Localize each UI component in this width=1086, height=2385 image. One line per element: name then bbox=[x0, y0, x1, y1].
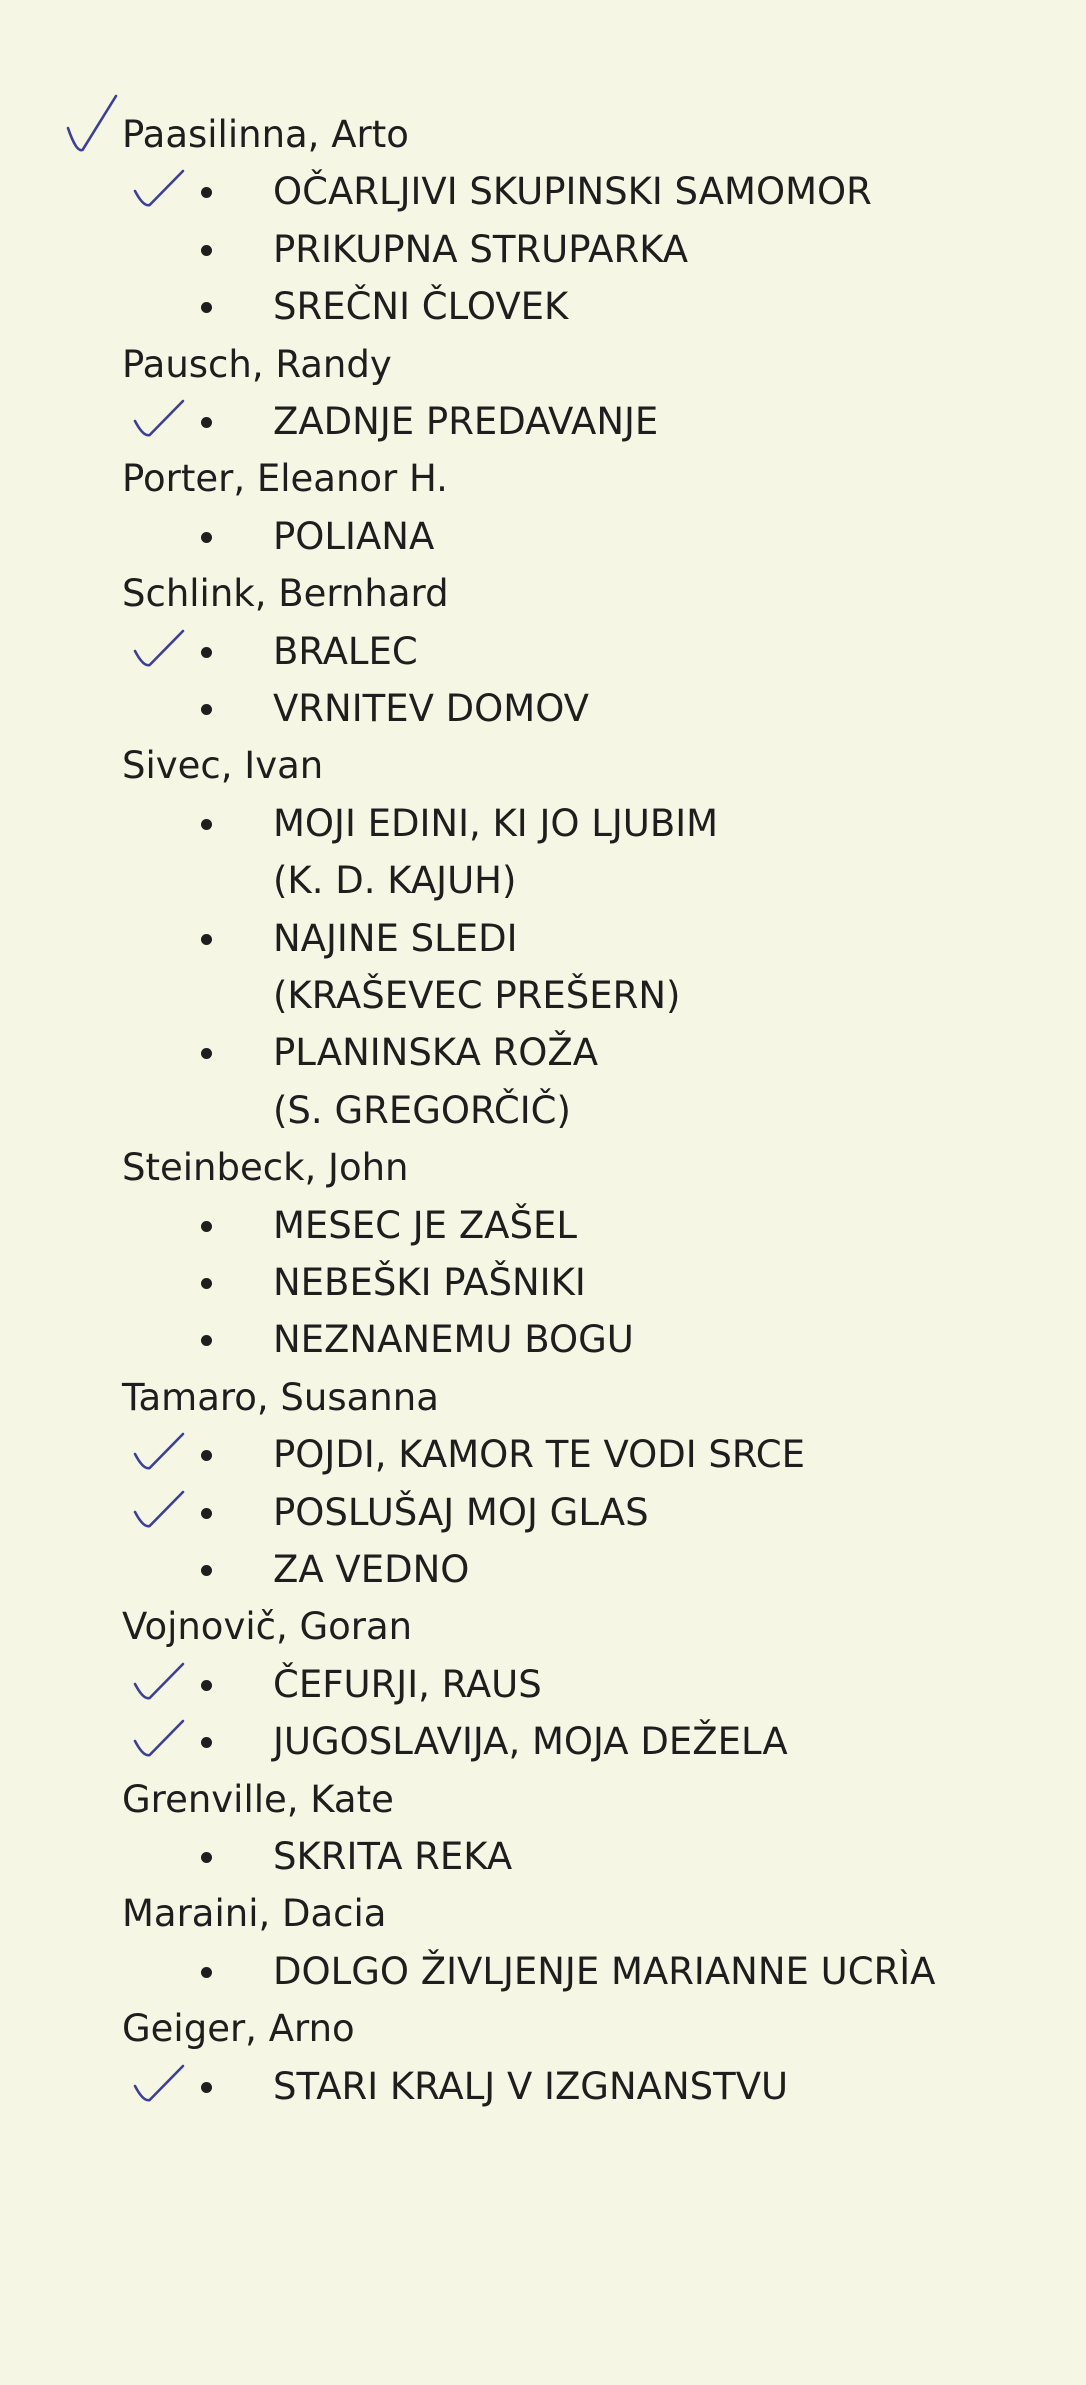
book-item bbox=[0, 795, 1086, 853]
book-item bbox=[0, 2058, 1086, 2116]
author-name bbox=[0, 2000, 1086, 2058]
book-title: POJDI, KAMOR TE VODI SRCE bbox=[273, 1433, 805, 1477]
author-name bbox=[0, 1885, 1086, 1943]
book-title: MOJI EDINI, KI JO LJUBIM bbox=[273, 801, 719, 845]
book-title: BRALEC bbox=[273, 629, 418, 673]
book-subtitle bbox=[0, 967, 1086, 1025]
book-subtitle bbox=[0, 1082, 1086, 1140]
book-item bbox=[0, 1943, 1086, 2001]
bullet-icon bbox=[201, 819, 212, 830]
checkmark-icon bbox=[133, 1490, 185, 1530]
author-name-text: Grenville, Kate bbox=[122, 1777, 394, 1821]
book-subtitle bbox=[0, 852, 1086, 910]
book-item bbox=[0, 1254, 1086, 1312]
book-title: ZADNJE PREDAVANJE bbox=[273, 400, 659, 443]
author-name-text: Steinbeck, John bbox=[122, 1146, 409, 1190]
bullet-icon bbox=[201, 417, 212, 428]
book-title: SKRITA REKA bbox=[273, 1835, 513, 1878]
bullet-icon bbox=[201, 1737, 212, 1748]
book-title: VRNITEV DOMOV bbox=[273, 687, 589, 730]
book-title: POSLUŠAJ MOJ GLAS bbox=[273, 1490, 649, 1534]
checkmark-icon bbox=[133, 1719, 185, 1759]
book-title: NEBEŠKI PAŠNIKI bbox=[273, 1261, 586, 1304]
checkmark-icon bbox=[66, 94, 118, 156]
checkmark-icon bbox=[133, 629, 185, 669]
author-name bbox=[0, 565, 1086, 623]
book-title: STARI KRALJ V IZGNANSTVU bbox=[273, 2064, 789, 2108]
author-name bbox=[0, 1139, 1086, 1197]
book-item bbox=[0, 1426, 1086, 1484]
author-name bbox=[0, 737, 1086, 795]
bullet-icon bbox=[201, 532, 212, 543]
book-item bbox=[0, 278, 1086, 336]
book-title: SREČNI ČLOVEK bbox=[273, 285, 569, 329]
author-name bbox=[0, 1369, 1086, 1427]
bullet-icon bbox=[201, 302, 212, 313]
book-item bbox=[0, 623, 1086, 681]
book-subtitle-text: (S. GREGORČIČ) bbox=[273, 1088, 571, 1132]
author-name bbox=[0, 450, 1086, 508]
book-subtitle-text: (K. D. KAJUH) bbox=[273, 859, 517, 903]
book-title: MESEC JE ZAŠEL bbox=[273, 1203, 577, 1247]
book-title: ČEFURJI, RAUS bbox=[273, 1662, 542, 1706]
bullet-icon bbox=[201, 647, 212, 658]
bullet-icon bbox=[201, 245, 212, 256]
checkmark-icon bbox=[133, 169, 185, 209]
bullet-icon bbox=[201, 704, 212, 715]
book-item bbox=[0, 1311, 1086, 1369]
author-name-text: Tamaro, Susanna bbox=[122, 1375, 439, 1419]
author-name-text: Vojnovič, Goran bbox=[122, 1605, 413, 1649]
book-item bbox=[0, 680, 1086, 738]
bullet-icon bbox=[201, 1852, 212, 1863]
book-item bbox=[0, 1024, 1086, 1082]
author-name bbox=[0, 1598, 1086, 1656]
book-item bbox=[0, 1484, 1086, 1542]
book-title: OČARLJIVI SKUPINSKI SAMOMOR bbox=[273, 170, 872, 214]
bullet-icon bbox=[201, 1680, 212, 1691]
bullet-icon bbox=[201, 934, 212, 945]
book-title: DOLGO ŽIVLJENJE MARIANNE UCRÌA bbox=[273, 1949, 936, 1993]
author-name-text: Geiger, Arno bbox=[122, 2007, 355, 2051]
author-name-text: Porter, Eleanor H. bbox=[122, 457, 448, 501]
book-title: PRIKUPNA STRUPARKA bbox=[273, 227, 689, 271]
book-item bbox=[0, 1197, 1086, 1255]
bullet-icon bbox=[201, 1048, 212, 1059]
bullet-icon bbox=[201, 1278, 212, 1289]
checkmark-icon bbox=[133, 1432, 185, 1472]
book-item bbox=[0, 163, 1086, 221]
checkmark-icon bbox=[133, 399, 185, 439]
book-item bbox=[0, 1541, 1086, 1599]
author-name-text: Sivec, Ivan bbox=[122, 744, 324, 788]
book-title: POLIANA bbox=[273, 514, 435, 558]
book-title: NEZNANEMU BOGU bbox=[273, 1318, 634, 1362]
bullet-icon bbox=[201, 1335, 212, 1346]
book-item bbox=[0, 1656, 1086, 1714]
author-name-text: Pausch, Randy bbox=[122, 342, 392, 386]
book-item bbox=[0, 910, 1086, 968]
book-item bbox=[0, 1828, 1086, 1886]
author-name bbox=[0, 1771, 1086, 1829]
bullet-icon bbox=[201, 1450, 212, 1461]
author-name-text: Maraini, Dacia bbox=[122, 1892, 387, 1936]
bullet-icon bbox=[201, 1221, 212, 1232]
book-title: NAJINE SLEDI bbox=[273, 916, 518, 960]
bullet-icon bbox=[201, 2082, 212, 2093]
bullet-icon bbox=[201, 187, 212, 198]
book-title: PLANINSKA ROŽA bbox=[273, 1031, 599, 1075]
book-item bbox=[0, 393, 1086, 451]
book-title: JUGOSLAVIJA, MOJA DEŽELA bbox=[273, 1720, 788, 1764]
book-item bbox=[0, 221, 1086, 279]
book-item bbox=[0, 1713, 1086, 1771]
bullet-icon bbox=[201, 1967, 212, 1978]
bullet-icon bbox=[201, 1565, 212, 1576]
book-item bbox=[0, 508, 1086, 566]
book-title: ZA VEDNO bbox=[273, 1548, 470, 1591]
author-name bbox=[0, 336, 1086, 394]
author-name-text: Schlink, Bernhard bbox=[122, 572, 449, 616]
author-name bbox=[0, 106, 1086, 164]
checkmark-icon bbox=[133, 1662, 185, 1702]
author-name-text: Paasilinna, Arto bbox=[122, 113, 409, 156]
checkmark-icon bbox=[133, 2064, 185, 2104]
bullet-icon bbox=[201, 1508, 212, 1519]
book-subtitle-text: (KRAŠEVEC PREŠERN) bbox=[273, 974, 681, 1017]
